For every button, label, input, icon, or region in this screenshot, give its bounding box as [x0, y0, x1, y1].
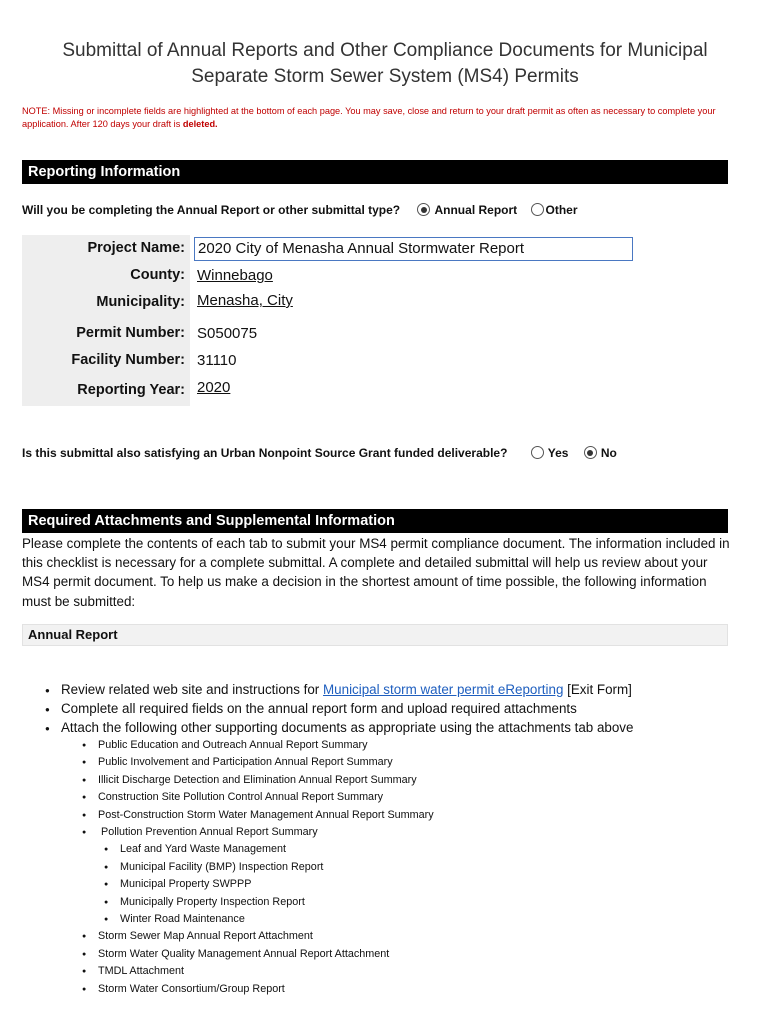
list-item [45, 680, 633, 699]
title-line-1: Submittal of Annual Reports and Other Compliance Documents for Municipal [62, 40, 708, 61]
yes-label: Yes [547, 446, 569, 460]
attachments-intro: Please complete the contents of each tab to submit your MS4 permit compliance document. The information included in this checklist is necessary for a complete submittal. A complete and detailed submittal will help us review about your MS4 permit document. To help us make a decision in the shortest amount of time possible, the following information must be submitted: [22, 536, 730, 609]
reporting-year-value: 2020 [197, 379, 231, 396]
other-label: Other [545, 203, 578, 217]
bullet1-text: Review related web site and instructions for [61, 682, 320, 697]
list-item: ● Attach the following other supporting documents as appropriate using the attachments tab above [45, 718, 633, 737]
annual-report-label: Annual Report [434, 203, 518, 217]
no-label: No [600, 446, 617, 460]
submittal-type-row [22, 203, 578, 217]
page-title [0, 38, 770, 90]
municipality-value: Menasha, City [197, 292, 293, 309]
radio-yes[interactable] [531, 446, 544, 459]
list-item: ● Municipally Property Inspection Report [104, 894, 434, 911]
attachments-section-header: Required Attachments and Supplemental Information [22, 509, 728, 533]
ereporting-link[interactable]: Municipal storm water permit eReporting [323, 682, 564, 697]
facility-number-value: 31110 [197, 352, 237, 369]
title-line-2: Separate Storm Sewer System (MS4) Permits [191, 66, 579, 87]
list-item: ● Construction Site Pollution Control Annual Report Summary [82, 789, 434, 806]
exit-form-text: [Exit Form] [567, 682, 632, 697]
list-item: ● Storm Water Quality Management Annual Report Attachment [82, 946, 434, 963]
list-item: ● Complete all required fields on the annual report form and upload required attachments [45, 699, 633, 718]
pollution-prevention-list [104, 841, 434, 928]
radio-annual-report[interactable] [417, 203, 430, 216]
radio-other[interactable] [531, 203, 544, 216]
list-item: ● Storm Water Consortium/Group Report [82, 981, 434, 998]
grant-question: Is this submittal also satisfying an Urban Nonpoint Source Grant funded deliverable? [22, 446, 508, 460]
project-name-label: Project Name: [87, 240, 185, 256]
list-item: ● Public Education and Outreach Annual Report Summary [82, 737, 434, 754]
note-bold: deleted. [182, 119, 218, 129]
annual-report-subheader: Annual Report [22, 624, 728, 646]
permit-number-label: Permit Number: [76, 325, 185, 341]
project-name-input[interactable]: 2020 City of Menasha Annual Stormwater Report [194, 237, 633, 261]
instructions-list [45, 680, 633, 738]
municipality-label: Municipality: [96, 294, 185, 310]
pollution-prevention-group [82, 841, 434, 928]
reporting-section-header: Reporting Information [22, 160, 728, 184]
draft-note [22, 105, 742, 131]
list-item: ● Illicit Discharge Detection and Elimination Annual Report Summary [82, 772, 434, 789]
list-item: ● Municipal Facility (BMP) Inspection Report [104, 859, 434, 876]
submittal-question: Will you be completing the Annual Report or other submittal type? [22, 203, 401, 217]
list-item: ● Post-Construction Storm Water Management Annual Report Summary [82, 807, 434, 824]
list-item: ● TMDL Attachment [82, 963, 434, 980]
note-text: NOTE: Missing or incomplete fields are highlighted at the bottom of each page. You may save, close and return to your draft permit as often as necessary to complete your application. After 120 days your draft is [22, 106, 716, 129]
supporting-docs-list [82, 737, 434, 998]
list-item: ● Municipal Property SWPPP [104, 876, 434, 893]
county-value: Winnebago [197, 267, 273, 284]
list-item: ● Leaf and Yard Waste Management [104, 841, 434, 858]
grant-question-row [22, 446, 617, 460]
list-item: ● Pollution Prevention Annual Report Summary [82, 824, 434, 841]
county-label: County: [130, 267, 185, 283]
list-item: ● Public Involvement and Participation Annual Report Summary [82, 754, 434, 771]
reporting-year-label: Reporting Year: [77, 382, 185, 398]
list-item: ● Winter Road Maintenance [104, 911, 434, 928]
field-labels-panel [22, 235, 190, 406]
radio-no[interactable] [584, 446, 597, 459]
facility-number-label: Facility Number: [71, 352, 185, 368]
list-item: ● Storm Sewer Map Annual Report Attachment [82, 928, 434, 945]
permit-number-value: S050075 [197, 325, 258, 342]
